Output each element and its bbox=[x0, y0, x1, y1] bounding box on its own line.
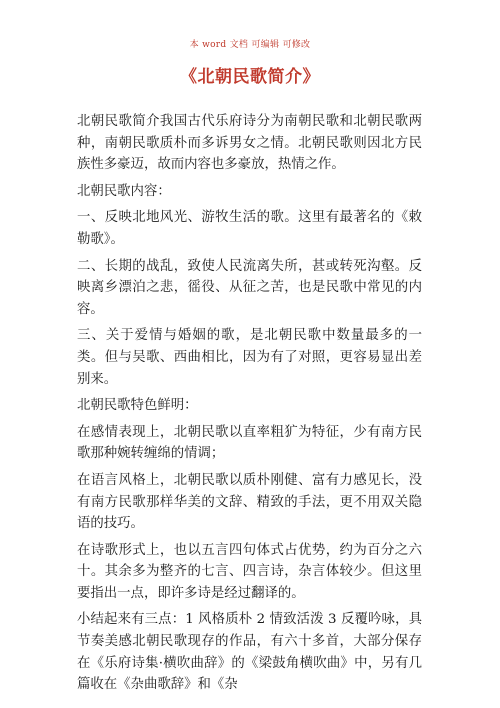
paragraph-feature-form: 在诗歌形式上，也以五言四句体式占优势，约为百分之六十。其余多为整齐的七言、四言诗，杂言体较少。但这里要指出一点，即许多诗是经过翻译的。 bbox=[77, 542, 422, 601]
document-body bbox=[77, 111, 422, 701]
paragraph-summary: 小结起来有三点：1 风格质朴 2 情致活泼 3 反覆吟咏，具节奏美感北朝民歌现存的作品，有六十多首，大部分保存在《乐府诗集·横吹曲辞》的《梁鼓角横吹曲》中，另有几篇收在《杂曲歌辞》和《杂 bbox=[77, 612, 422, 693]
paragraph-content-item-3: 三、关于爱情与婚姻的歌，是北朝民歌中数量最多的一类。但与吴歌、西曲相比，因为有了对照，更容易显出差别来。 bbox=[77, 328, 422, 387]
paragraph-intro: 北朝民歌简介我国古代乐府诗分为南朝民歌和北朝民歌两种，南朝民歌质朴而多诉男女之情。北朝民歌则因北方民族性多豪迈，故而内容也多豪放，热情之作。 bbox=[77, 114, 422, 173]
paragraph-features-heading: 北朝民歌特色鲜明： bbox=[77, 398, 198, 414]
paragraph-content-heading: 北朝民歌内容： bbox=[77, 183, 171, 199]
paragraph-feature-language: 在语言风格上，北朝民歌以质朴刚健、富有力感见长，没有南方民歌那样华美的文辞、精致的手法，更不用双关隐语的技巧。 bbox=[77, 472, 422, 532]
paragraph-feature-emotion: 在感情表现上，北朝民歌以直率粗犷为特征，少有南方民歌那种婉转缠绵的情调； bbox=[77, 424, 422, 462]
paragraph-content-item-2: 二、长期的战乱，致使人民流离失所，甚或转死沟壑。反映离乡漂泊之悲，徭役、从征之苦，也是民歌中常见的内容。 bbox=[77, 258, 422, 317]
header-note: 本 word 文档 可编辑 可修改 bbox=[189, 40, 311, 50]
paragraph-content-item-1: 一、反映北地风光、游牧生活的歌。这里有最著名的《敕勒歌》。 bbox=[77, 210, 422, 247]
document-title: 《北朝民歌简介》 bbox=[180, 67, 320, 87]
